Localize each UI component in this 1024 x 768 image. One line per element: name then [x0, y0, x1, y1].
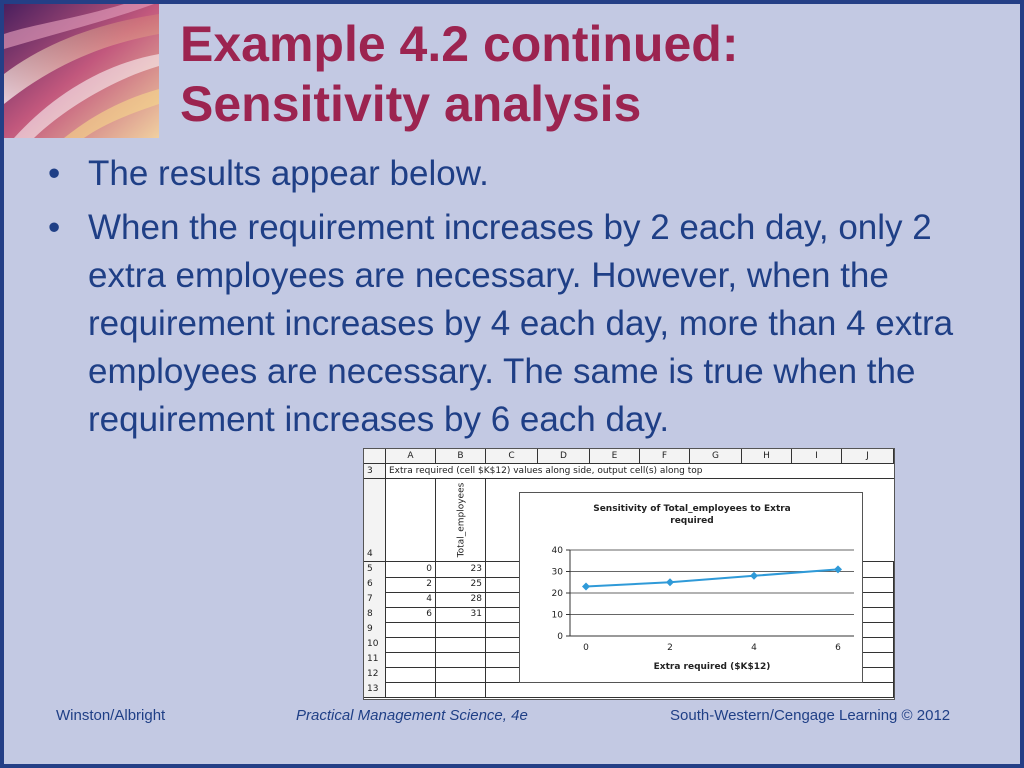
- output-value-cell: 23: [436, 562, 486, 577]
- slide-title: [180, 14, 738, 134]
- x-axis-label: Extra required ($K$12): [653, 662, 771, 672]
- row-header: 9: [364, 622, 386, 637]
- output-value-cell: 31: [436, 607, 486, 622]
- row-header: 7: [364, 592, 386, 607]
- y-tick-label: 0: [557, 632, 563, 642]
- y-tick-label: 20: [551, 589, 563, 599]
- sheet-row: [364, 464, 894, 479]
- decorative-corner-image: [4, 4, 159, 138]
- chart-area: [519, 492, 863, 683]
- column-header: I: [792, 449, 842, 463]
- input-value-cell: 0: [386, 562, 436, 577]
- title-line-2: Sensitivity analysis: [180, 76, 642, 132]
- sheet-cell: [386, 652, 436, 667]
- footer-copyright: South-Western/Cengage Learning © 2012: [670, 707, 951, 724]
- sheet-cell: [386, 682, 436, 697]
- sheet-cell: [436, 682, 486, 697]
- input-value-cell: 4: [386, 592, 436, 607]
- x-tick-label: 0: [583, 643, 589, 653]
- sheet-cell: [436, 622, 486, 637]
- sheet-cell: [386, 622, 436, 637]
- data-point: [666, 578, 674, 586]
- row-header: 8: [364, 607, 386, 622]
- sheet-cell: [386, 479, 436, 561]
- bullet-text: When the requirement increases by 2 each day, only 2 extra employees are necessary. However, when the requirement increases by 4 each day, more than 4 extra employees are necessary. The same is true when the requirement increases by 6 each day.: [88, 208, 954, 439]
- bullet-glyph: •: [48, 208, 61, 247]
- output-value-cell: 28: [436, 592, 486, 607]
- bullet-glyph: •: [48, 154, 61, 193]
- column-header: F: [640, 449, 690, 463]
- chart-title-line: Sensitivity of Total_employees to Extra: [593, 504, 791, 514]
- chart-title-line: required: [670, 516, 714, 526]
- column-header: B: [436, 449, 486, 463]
- row-header: 11: [364, 652, 386, 667]
- row-header: 4: [364, 479, 386, 561]
- output-header-text: Total_employees: [456, 482, 467, 558]
- data-point: [834, 565, 842, 573]
- x-tick-label: 4: [751, 643, 757, 653]
- data-point: [750, 572, 758, 580]
- sheet-cell: [436, 652, 486, 667]
- y-tick-label: 10: [551, 610, 563, 621]
- column-header: D: [538, 449, 590, 463]
- column-header: C: [486, 449, 538, 463]
- row-header: 13: [364, 682, 386, 697]
- y-tick-label: 40: [551, 546, 563, 556]
- output-header-cell: [438, 479, 484, 561]
- x-tick-label: 6: [835, 643, 841, 653]
- data-point: [582, 583, 590, 591]
- title-line-1: Example 4.2 continued:: [180, 16, 739, 72]
- bullet-item: [46, 150, 986, 198]
- corner-cell: [364, 449, 386, 463]
- bullet-item: [46, 204, 986, 444]
- bullet-list: [46, 150, 986, 450]
- input-value-cell: 6: [386, 607, 436, 622]
- row3-description: Extra required (cell $K$12) values along side, output cell(s) along top: [389, 466, 703, 476]
- column-header-row: [364, 449, 894, 464]
- column-header: A: [386, 449, 436, 463]
- sensitivity-chart: [520, 493, 864, 684]
- input-value-cell: 2: [386, 577, 436, 592]
- bullet-text: The results appear below.: [88, 154, 489, 193]
- column-header: G: [690, 449, 742, 463]
- chart-title: [593, 504, 791, 526]
- x-tick-label: 2: [667, 643, 673, 653]
- series-line: [586, 569, 838, 586]
- row-header: 3: [364, 464, 386, 478]
- row-header: 6: [364, 577, 386, 592]
- footer-book-title: Practical Management Science, 4e: [296, 707, 528, 724]
- output-value-cell: 25: [436, 577, 486, 592]
- row-header: 5: [364, 562, 386, 577]
- sheet-cell: [386, 667, 436, 682]
- sheet-cell: [436, 637, 486, 652]
- column-header: E: [590, 449, 640, 463]
- column-header: H: [742, 449, 792, 463]
- column-header: J: [842, 449, 894, 463]
- sheet-cell: [436, 667, 486, 682]
- row-header: 10: [364, 637, 386, 652]
- sheet-cell: [486, 682, 894, 697]
- sheet-cell: [386, 637, 436, 652]
- footer-authors: Winston/Albright: [56, 707, 166, 724]
- row-header: 12: [364, 667, 386, 682]
- sheet-row: [364, 682, 894, 698]
- y-tick-label: 30: [551, 567, 563, 578]
